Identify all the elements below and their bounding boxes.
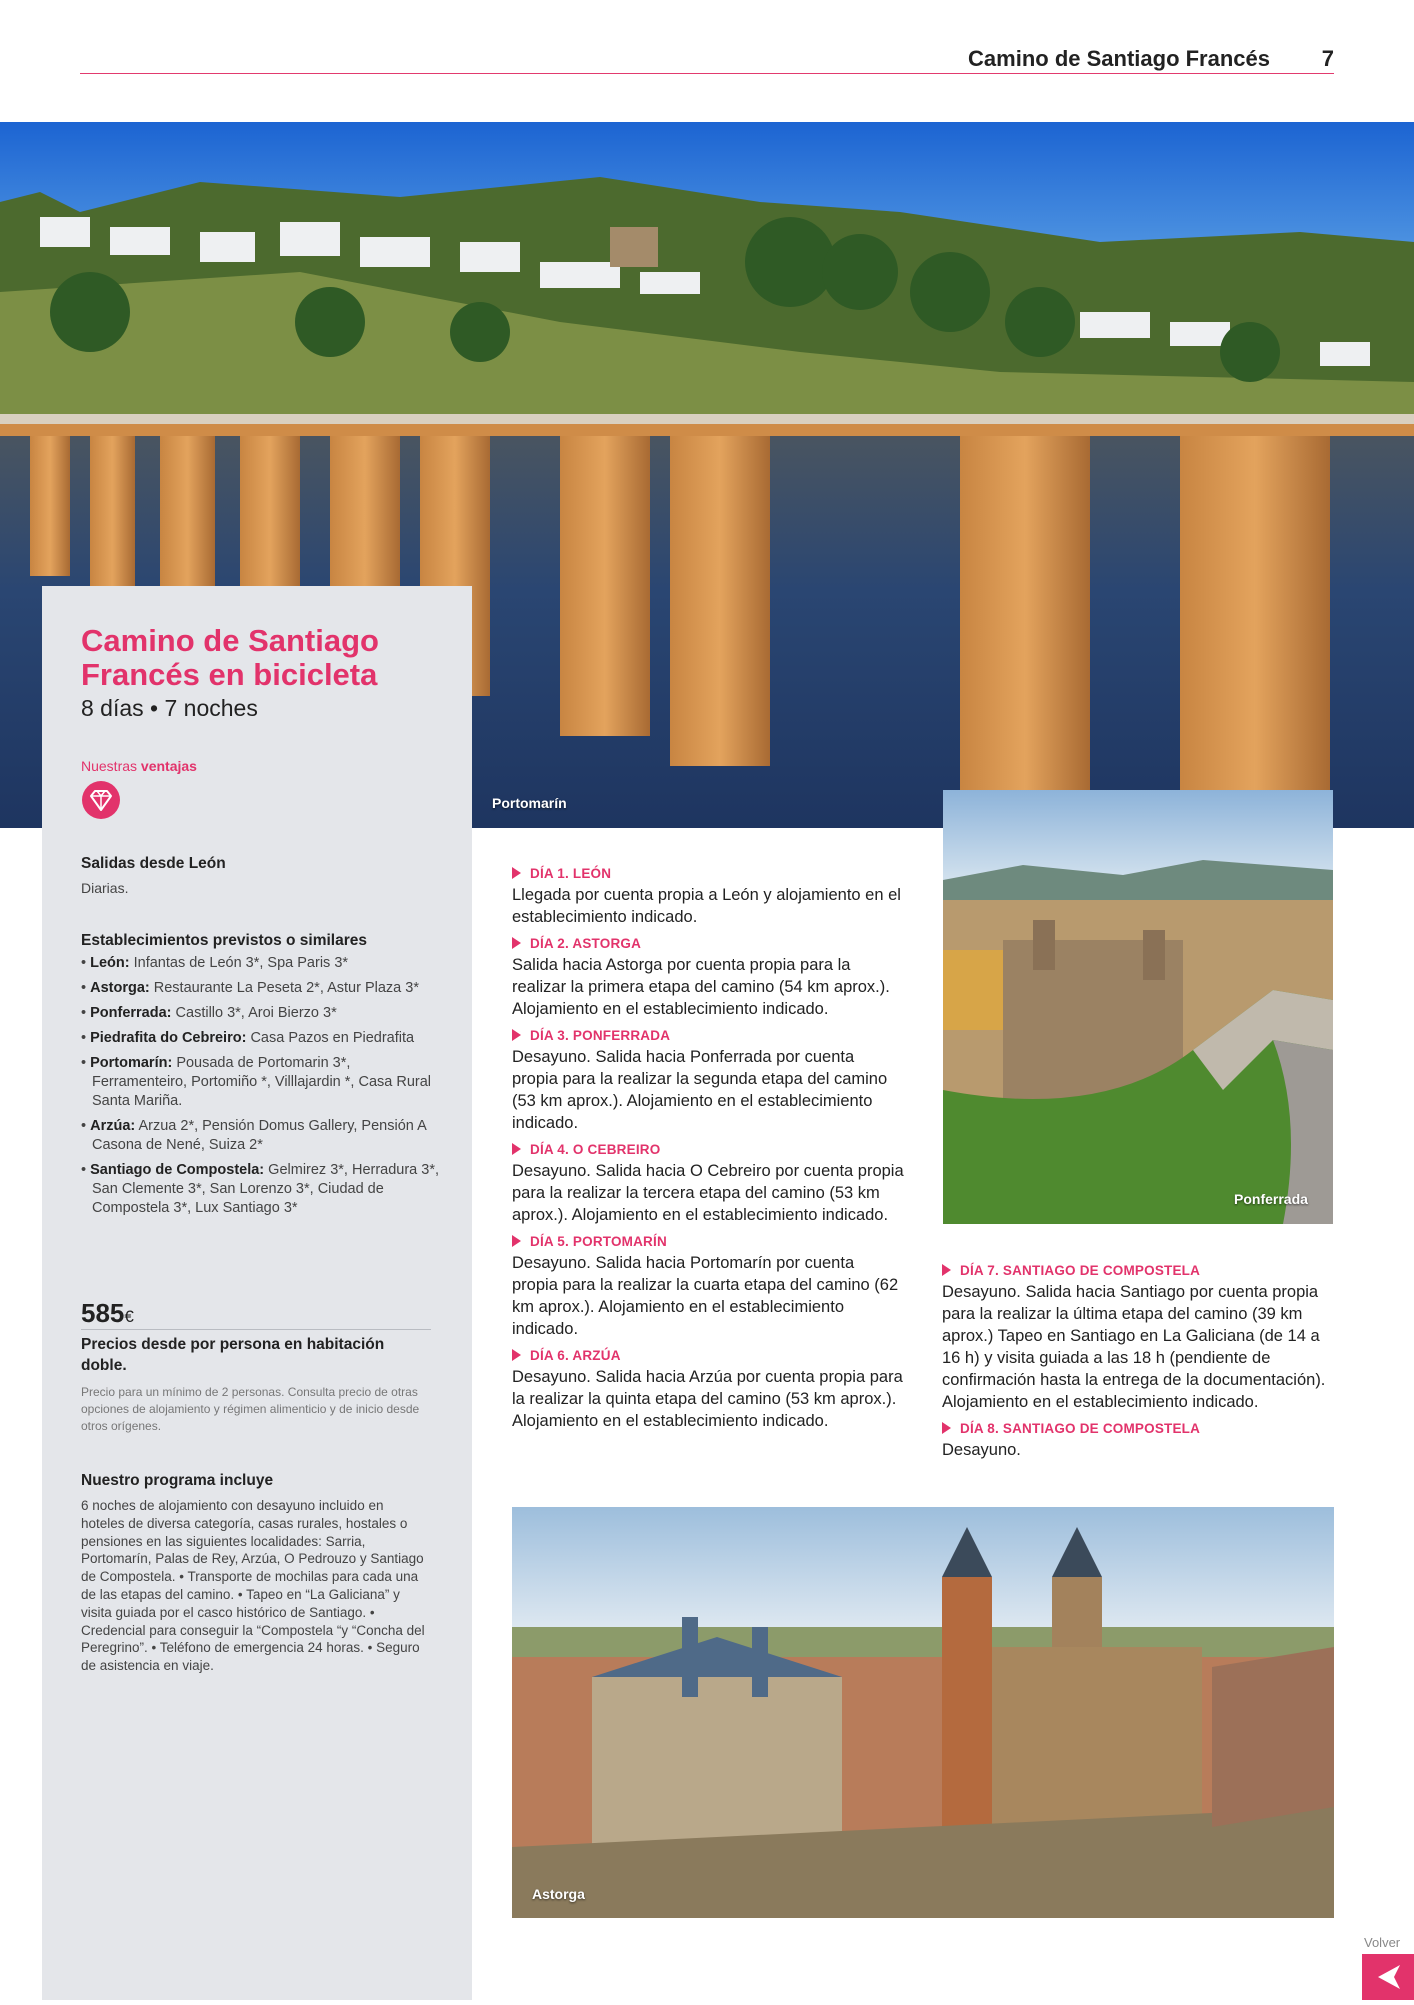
itinerary-column-2 [942,1263,1334,1469]
salidas-text: Diarias. [81,880,129,896]
day-block [512,1142,904,1226]
day-block [512,1234,904,1340]
hotels: Pousada de Portomarin 3*, Ferramenteiro, Portomiño *, Villlajardin *, Casa Rural Santa Mariña. [92,1055,432,1109]
astorga-caption: Astorga [532,1886,585,1902]
day-title: DÍA 6. ARZÚA [512,1348,904,1363]
price-heading: Precios desde por persona en habitación doble. [81,1336,385,1374]
place-name: Arzúa: [90,1118,136,1134]
place-name: Astorga: [90,980,150,996]
trip-title [81,624,451,692]
hotels: Gelmirez 3*, Herradura 3*, San Clemente 3*, San Lorenzo 3*, Ciudad de Compostela 3*, Lux Santiago 3* [92,1162,440,1216]
salidas-heading: Salidas desde León [81,855,226,872]
hero-photo-caption: Portomarín [492,795,567,811]
day-text: Llegada por cuenta propia a León y alojamiento en el establecimiento indicado. [512,886,901,926]
day-title: DÍA 3. PONFERRADA [512,1028,904,1043]
hotels: Restaurante La Peseta 2*, Astur Plaza 3* [153,980,419,996]
incluye-heading: Nuestro programa incluye [81,1472,274,1489]
trip-title-line1: Camino de Santiago [81,623,379,658]
day-title: DÍA 2. ASTORGA [512,936,904,951]
day-block [512,1028,904,1134]
place-name: Santiago de Compostela: [90,1162,265,1178]
day-block [512,936,904,1020]
place-name: Ponferrada: [90,1005,172,1021]
photo-ponferrada [943,790,1333,1224]
cathedral-illustration [512,1507,1334,1918]
ventajas-bold: ventajas [140,758,197,774]
ponferrada-caption: Ponferrada [1234,1191,1308,1207]
day-text: Desayuno. Salida hacia Arzúa por cuenta propia para la realizar la quinta etapa del camino (53 km aprox.). Alojamiento en el establecimiento indicado. [512,1368,903,1430]
back-arrow-icon [1362,1954,1414,2000]
price-amount: 585 [81,1298,125,1328]
price-note: Precio para un mínimo de 2 personas. Consulta precio de otras opciones de alojamiento y régimen alimenticio y de inicio desde otros orígenes. [81,1385,420,1433]
hotels: Infantas de León 3*, Spa Paris 3* [133,955,349,971]
castle-illustration [943,790,1333,1224]
list-item: • Astorga: Restaurante La Peseta 2*, Astur Plaza 3* [81,980,419,996]
hotels: Arzua 2*, Pensión Domus Gallery, Pensión A Casona de Nené, Suiza 2* [92,1118,426,1153]
diamond-icon [81,780,121,820]
day-block [512,1348,904,1432]
place-name: Portomarín: [90,1055,173,1071]
list-item: • Ponferrada: Castillo 3*, Aroi Bierzo 3* [81,1005,337,1021]
day-text: Desayuno. [942,1441,1021,1459]
day-title: DÍA 1. LEÓN [512,866,904,881]
itinerary-column-1 [512,866,904,1440]
list-item: • Arzúa: Arzua 2*, Pensión Domus Gallery, Pensión A Casona de Nené, Suiza 2* [81,1118,426,1153]
list-item: • León: Infantas de León 3*, Spa Paris 3* [81,955,349,971]
hotels: Casa Pazos en Piedrafita [250,1030,415,1046]
list-item: • Santiago de Compostela: Gelmirez 3*, Herradura 3*, San Clemente 3*, San Lorenzo 3*, Ciudad de Compostela 3*, Lux Santiago 3* [81,1162,440,1216]
day-block [512,866,904,928]
day-text: Desayuno. Salida hacia Santiago por cuenta propia para la realizar la última etapa del camino (39 km aprox.) Tapeo en Santiago en La Galiciana (de 14 a 16 h) y visita guiada a las 18 h (pendiente de confirmación hasta la entrega de la documentación). Alojamiento en el establecimiento indicado. [942,1283,1326,1411]
day-block [942,1421,1334,1461]
photo-astorga [512,1507,1334,1918]
section-title: Camino de Santiago Francés [968,46,1270,71]
day-text: Desayuno. Salida hacia Portomarín por cuenta propia para la realizar la cuarta etapa del camino (62 km aprox.). Alojamiento en el establecimiento indicado. [512,1254,899,1338]
day-title: DÍA 5. PORTOMARÍN [512,1234,904,1249]
day-title: DÍA 8. SANTIAGO DE COMPOSTELA [942,1421,1334,1436]
price-currency: € [124,1307,134,1326]
volver-button[interactable] [1362,1954,1414,2000]
list-item: • Portomarín: Pousada de Portomarin 3*, Ferramenteiro, Portomiño *, Villlajardin *, Casa Rural Santa Mariña. [81,1055,432,1109]
ventajas-prefix: Nuestras [81,758,138,774]
incluye-text: 6 noches de alojamiento con desayuno incluido en hoteles de diversa categoría, casas rurales, hostales o pensiones en las siguientes localidades: Sarria, Portomarín, Palas de Rey, Arzúa, O Pedrouzo y Santiago de Compostela. • Transporte de mochilas para cada una de las etapas del camino. • Tapeo en “La Galiciana” y visita guiada por el casco histórico de Santiago. • Credencial para conseguir la “Compostela “y “Concha del Peregrino”. • Teléfono de emergencia 24 horas. • Seguro de asistencia en viaje. [81,1498,425,1674]
place-name: Piedrafita do Cebreiro: [90,1030,247,1046]
day-block [942,1263,1334,1413]
place-name: León: [90,955,130,971]
establecimientos-heading: Establecimientos previstos o similares [81,932,368,949]
day-title: DÍA 4. O CEBREIRO [512,1142,904,1157]
list-item: • Piedrafita do Cebreiro: Casa Pazos en Piedrafita [81,1030,415,1046]
establecimientos-list [81,954,441,1224]
day-text: Salida hacia Astorga por cuenta propia para la realizar la primera etapa del camino (54 km aprox.). Alojamiento en el establecimiento indicado. [512,956,890,1018]
day-text: Desayuno. Salida hacia Ponferrada por cuenta propia para la realizar la segunda etapa del camino (53 km aprox.). Alojamiento en el establecimiento indicado. [512,1048,888,1132]
volver-label[interactable]: Volver [1364,1935,1401,1950]
price [81,1298,134,1329]
price-divider [81,1329,431,1330]
header-divider [80,73,1334,74]
trip-title-line2: Francés en bicicleta [81,657,378,692]
hotels: Castillo 3*, Aroi Bierzo 3* [175,1005,337,1021]
trip-duration: 8 días • 7 noches [81,695,258,721]
day-text: Desayuno. Salida hacia O Cebreiro por cuenta propia para la realizar la tercera etapa del camino (53 km aprox.). Alojamiento en el establecimiento indicado. [512,1162,904,1224]
ventajas-label [81,758,197,774]
page-number: 7 [1321,46,1334,71]
day-title: DÍA 7. SANTIAGO DE COMPOSTELA [942,1263,1334,1278]
